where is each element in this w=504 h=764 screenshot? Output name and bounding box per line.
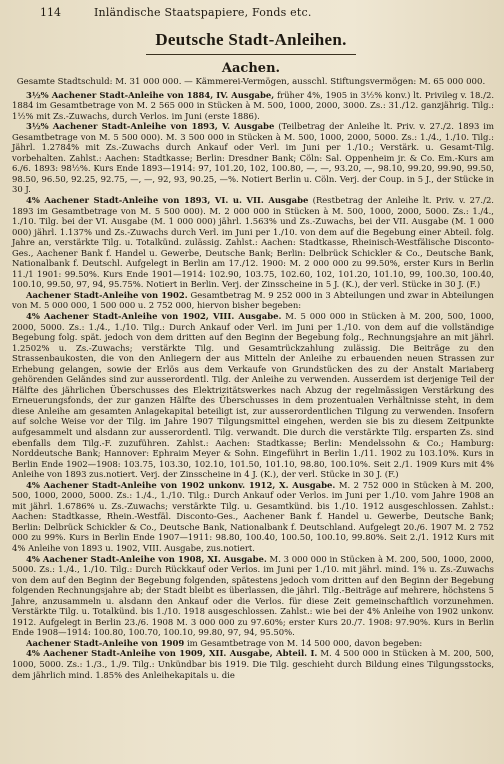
loan-body: (Restbetrag der Anleihe lt. Priv. v. 27./2. 1893 im Gesamtbetrage von M. 5 500 000). M. 2 000 000 in Stücken à M. 500, 1000, 2000, 5000. Zs.: 1./4., 1./10. Tilg. bei der VI. Ausgabe (M. 1 000 000) jährl. 1.563% und Zs.-Zuwachs, bei der VII. Ausgabe (M. 1 000 000) jährl. 1.137% und Zs.-Zuwachs durch Verl. im Juni per 1./10. von dem auf die Begebung einer Abteil. folg. Jahre an, verstärkte Tilg. u. Totalkünd. zulässig. Zahlst.: Aachen: Stadtkasse, Rheinisch-Westfälische Disconto-Ges., Aachener Bank f. Handel u. Gewerbe, Deutsche Bank; Berlin: Delbrück Schickler & Co., Deutsche Bank, Nationalbank f. Deutschl. Aufgelegt in Berlin am 17./12. 1900: M. 2 000 000 zu 99.50%, erster Kurs in Berlin 11./1 1901: 99.50%. Kurs Ende 1901—1914: 102.90, 103.75, 102.60, 102, 101.20, 101.10, 99, 100.30, 100.40, 100.10, 99.50, 97, 94, 95.75%. Notiert in Berlin. Verj. der Zinsscheine in 5 J. (K.), der verl. Stücke in 30 J. (F.)	[12, 194, 494, 290]
running-title: Inländische Staatspapiere, Fonds etc.	[94, 6, 312, 19]
city-heading: Aachen.	[221, 61, 281, 76]
loan-heading: Aachener Stadt-Anleihe von 1909	[26, 637, 185, 648]
loan-heading: Aachener Stadt-Anleihe von 1902.	[26, 289, 188, 300]
page-number: 114	[40, 6, 61, 19]
loan-entry	[12, 480, 494, 554]
city-debt-summary: Gesamte Stadtschuld: M. 31 000 000. — Kämmerei-Vermögen, ausschl. Stiftungsvermögen: M. 65 000 000.	[16, 77, 486, 87]
loan-entry	[12, 195, 494, 290]
loan-heading: 4% Aachener Stadt-Anleihe von 1909, XII. Ausgabe, Abteil. I.	[26, 648, 318, 659]
loan-heading: 3½% Aachener Stadt-Anleihe von 1893, V. Ausgabe	[26, 121, 275, 132]
loan-heading: 4% Aachener Stadt-Anleihe von 1902, VIII. Ausgabe.	[26, 310, 282, 321]
loan-entry	[12, 290, 494, 311]
loan-body: Gesamtbetrag M. 9 252 000 in 3 Abteilungen und zwar in Abteilungen von M. 5 000 000, 1 500 000 u. 2 752 000, hiervon bisher begeben:	[12, 289, 494, 311]
loan-entry	[12, 121, 494, 195]
loan-heading: 4% Aachener Stadt-Anleihe von 1908, XI. Ausgabe.	[26, 553, 267, 564]
loan-body: M. 4 500 000 in Stücken à M. 200, 500, 1000, 5000. Zs.: 1./3., 1./9. Tilg.: Unkündbar bis 1919. Die Tilg. geschieht durch Bildung eines Tilgungsstocks, dem jährlich mind. 1.85% des Anleihekapitals u. die	[12, 648, 494, 680]
loan-body: M. 2 752 000 in Stücken à M. 200, 500, 1000, 2000, 5000. Zs.: 1./4., 1./10. Tilg.: Durch Ankauf oder Verlos. im Juni per 1./10. vom Jahre 1908 an mit jährl. 1.6786% u. Zs.-Zuwachs; verstärkte Tilg. u. Gesamtkünd. bis 1./10. 1912 ausgeschlossen. Zahlst.: Aachen: Stadtkasse, Rhein.-Westfäl. Disconto-Ges., Aachener Bank f. Handel u. Gewerbe, Deutsche Bank; Berlin: Delbrück Schickler & Co., Deutsche Bank, Nationalbank f. Deutschland. Aufgelegt 20./6. 1907 M. 2 752 000 zu 99%. Kurs in Berlin Ende 1907—1911: 98.80, 100.40, 100.50, 100.10, 99.80%. Seit 2./1. 1912 Kurs mit 4% Anleihe von 1893 u. 1902, VIII. Ausgabe, zus.notiert.	[12, 479, 494, 554]
section-title: Deutsche Stadt-Anleihen.	[155, 30, 347, 49]
loan-entry	[12, 648, 494, 680]
loan-entry	[12, 554, 494, 638]
loan-body: früher 4%, 1905 in 3½% konv.) lt. Privileg v. 18./2. 1884 im Gesamtbetrage von M. 2 565 000 in Stücken à M. 500, 1000, 2000, 3000. Zs.: 31./12. ganzjährig. Tilg.: 1½% mit Zs.-Zuwachs, durch Verlos. im Juni (erste 1886).	[12, 89, 494, 121]
loan-entries	[12, 90, 494, 681]
loan-entry	[12, 638, 494, 649]
running-header	[40, 6, 496, 20]
loan-body: M. 5 000 000 in Stücken à M. 200, 500, 1000, 2000, 5000. Zs.: 1./4., 1./10. Tilg.: Durch Ankauf oder Verl. im Juni per 1./10. von dem auf die vollständige Begebung folg. spät. jedoch von dem dritten auf den Beginn der Begebung folg., Rechnungsjahre an mit jährl. 1.2502% u. Zs.-Zuwachs; verstärkte Tilg. und Gesamtrückzahlung zulässig. Die Beiträge zu den Strassenbaukosten, die von den Anliegern der aus Mitteln der Anleihe zu erbauenden neuen Strassen zur Erhebung gelangen, sowie der Erlös aus dem Verkaufe von Grundstücken des zu der Anstalt Mariaberg gehörenden Geländes sind zur ausserordentl. Tilg. der Anleihe zu verwenden. Ausserdem ist derjenige Teil der Hälfte des jährlichen Überschusses des Elektrizitätswerkes nach Abzug der regelmässigen Verstärkung des Erneuerungsfonds, der zur ganzen Hälfte des Überschusses in dem prozentualen Verhältnisse steht, in dem diese Anleihe am gesamten Anlagekapital beteiligt ist, zur ausserordentlichen Tilgung zu verwenden. Insofern auf solche Weise vor der Tilg. im Jahre 1907 Tilgungsmittel eingehen, werden sie bis zu diesem Zeitpunkte aufgesammelt und alsdann zur ausserordentl. Tilg. verwandt. Die durch die verstärkte Tilg. ersparten Zs. sind ebenfalls dem Tilg.-F. zuzuführen. Zahlst.: Aachen: Stadtkasse; Berlin: Mendelssohn & Co.; Hamburg: Norddeutsche Bank; Hannover: Ephraim Meyer & Sohn. Eingeführt in Berlin 1./11. 1902 zu 103.10%. Kurs in Berlin Ende 1902—1908: 103.75, 103.30, 102.10, 101.50, 101.10, 98.80, 100.10%. Seit 2./1. 1909 Kurs mit 4% Anleihe von 1893 zus.notiert. Verj. der Zinsscheine in 4 J. (K.), der verl. Stücke in 30 J. (F.)	[12, 310, 495, 480]
loan-heading: 4% Aachener Stadt-Anleihe von 1893, VI. u. VII. Ausgabe	[26, 194, 309, 205]
loan-entry	[12, 311, 494, 480]
loan-heading: 4% Aachener Stadt-Anleihe von 1902 unkonv. 1912, X. Ausgabe.	[26, 479, 336, 490]
loan-body: M. 3 000 000 in Stücken à M. 200, 500, 1000, 2000, 5000. Zs.: 1./4., 1./10. Tilg.: Durch Rückkauf oder Verlos. im Juni per 1./10. mit jährl. mind. 1% u. Zs.-Zuwachs von dem auf den Beginn der Begebung folgenden, spätestens jedoch vom dritten auf den Beginn der Begebung folgenden Rechnungsjahre ab; der Stadt bleibt es überlassen, die jährl. Tilg.-Beiträge auf mehrere, höchstens 5 Jahre, anzusammeln u. alsdann den Ankauf oder die Verlos. für diese Zeit gemeinschaftlich vorzunehmen. Verstärkte Tilg. u. Totalkünd. bis 1./10. 1918 ausgeschlossen. Zahlst.: wie bei der 4% Anleihe von 1902 unkonv. 1912. Aufgelegt in Berlin 23./6. 1908 M. 3 000 000 zu 97.60%; erster Kurs 20./7. 1908: 97.90%. Kurs in Berlin Ende 1908—1914: 100.80, 100.70, 100.10, 99.80, 97, 94, 95.50%.	[12, 553, 494, 638]
loan-body: im Gesamtbetrage von M. 14 500 000, davon begeben:	[184, 637, 423, 648]
title-rule	[146, 54, 356, 55]
loan-entry	[12, 90, 494, 122]
loan-heading: 3½% Aachener Stadt-Anleihe von 1884, IV. Ausgabe,	[26, 89, 275, 100]
loan-body: (Teilbetrag der Anleihe lt. Priv. v. 27./2. 1893 im Gesamtbetrage von M. 5 500 000). M. 3 500 000 in Stücken à M. 500, 1000, 2000, 5000. Zs.: 1./4., 1./10. Tilg.: Jährl. 1.2784% mit Zs.-Zuwachs durch Ankauf oder Verl. im Juni per 1./10.; Verstärk. u. Gesamt-Tilg. vorbehalten. Zahlst.: Aachen: Stadtkasse; Berlin: Dresdner Bank; Cöln: Sal. Oppenheim jr. & Co. Em.-Kurs am 6./6. 1893: 98½%. Kurs Ende 1893—1914: 97, 101.20, 102, 100.80, —, —, 93.20, —, 98.10, 99.20, 99.90, 99.50, 98.50, 96.50, 92.25, 92.75, —, —, 92, 93, 90.25, —%. Notiert Berlin u. Cöln. Verj. der Coup. in 5 J., der Stücke in 30 J.	[12, 121, 494, 195]
